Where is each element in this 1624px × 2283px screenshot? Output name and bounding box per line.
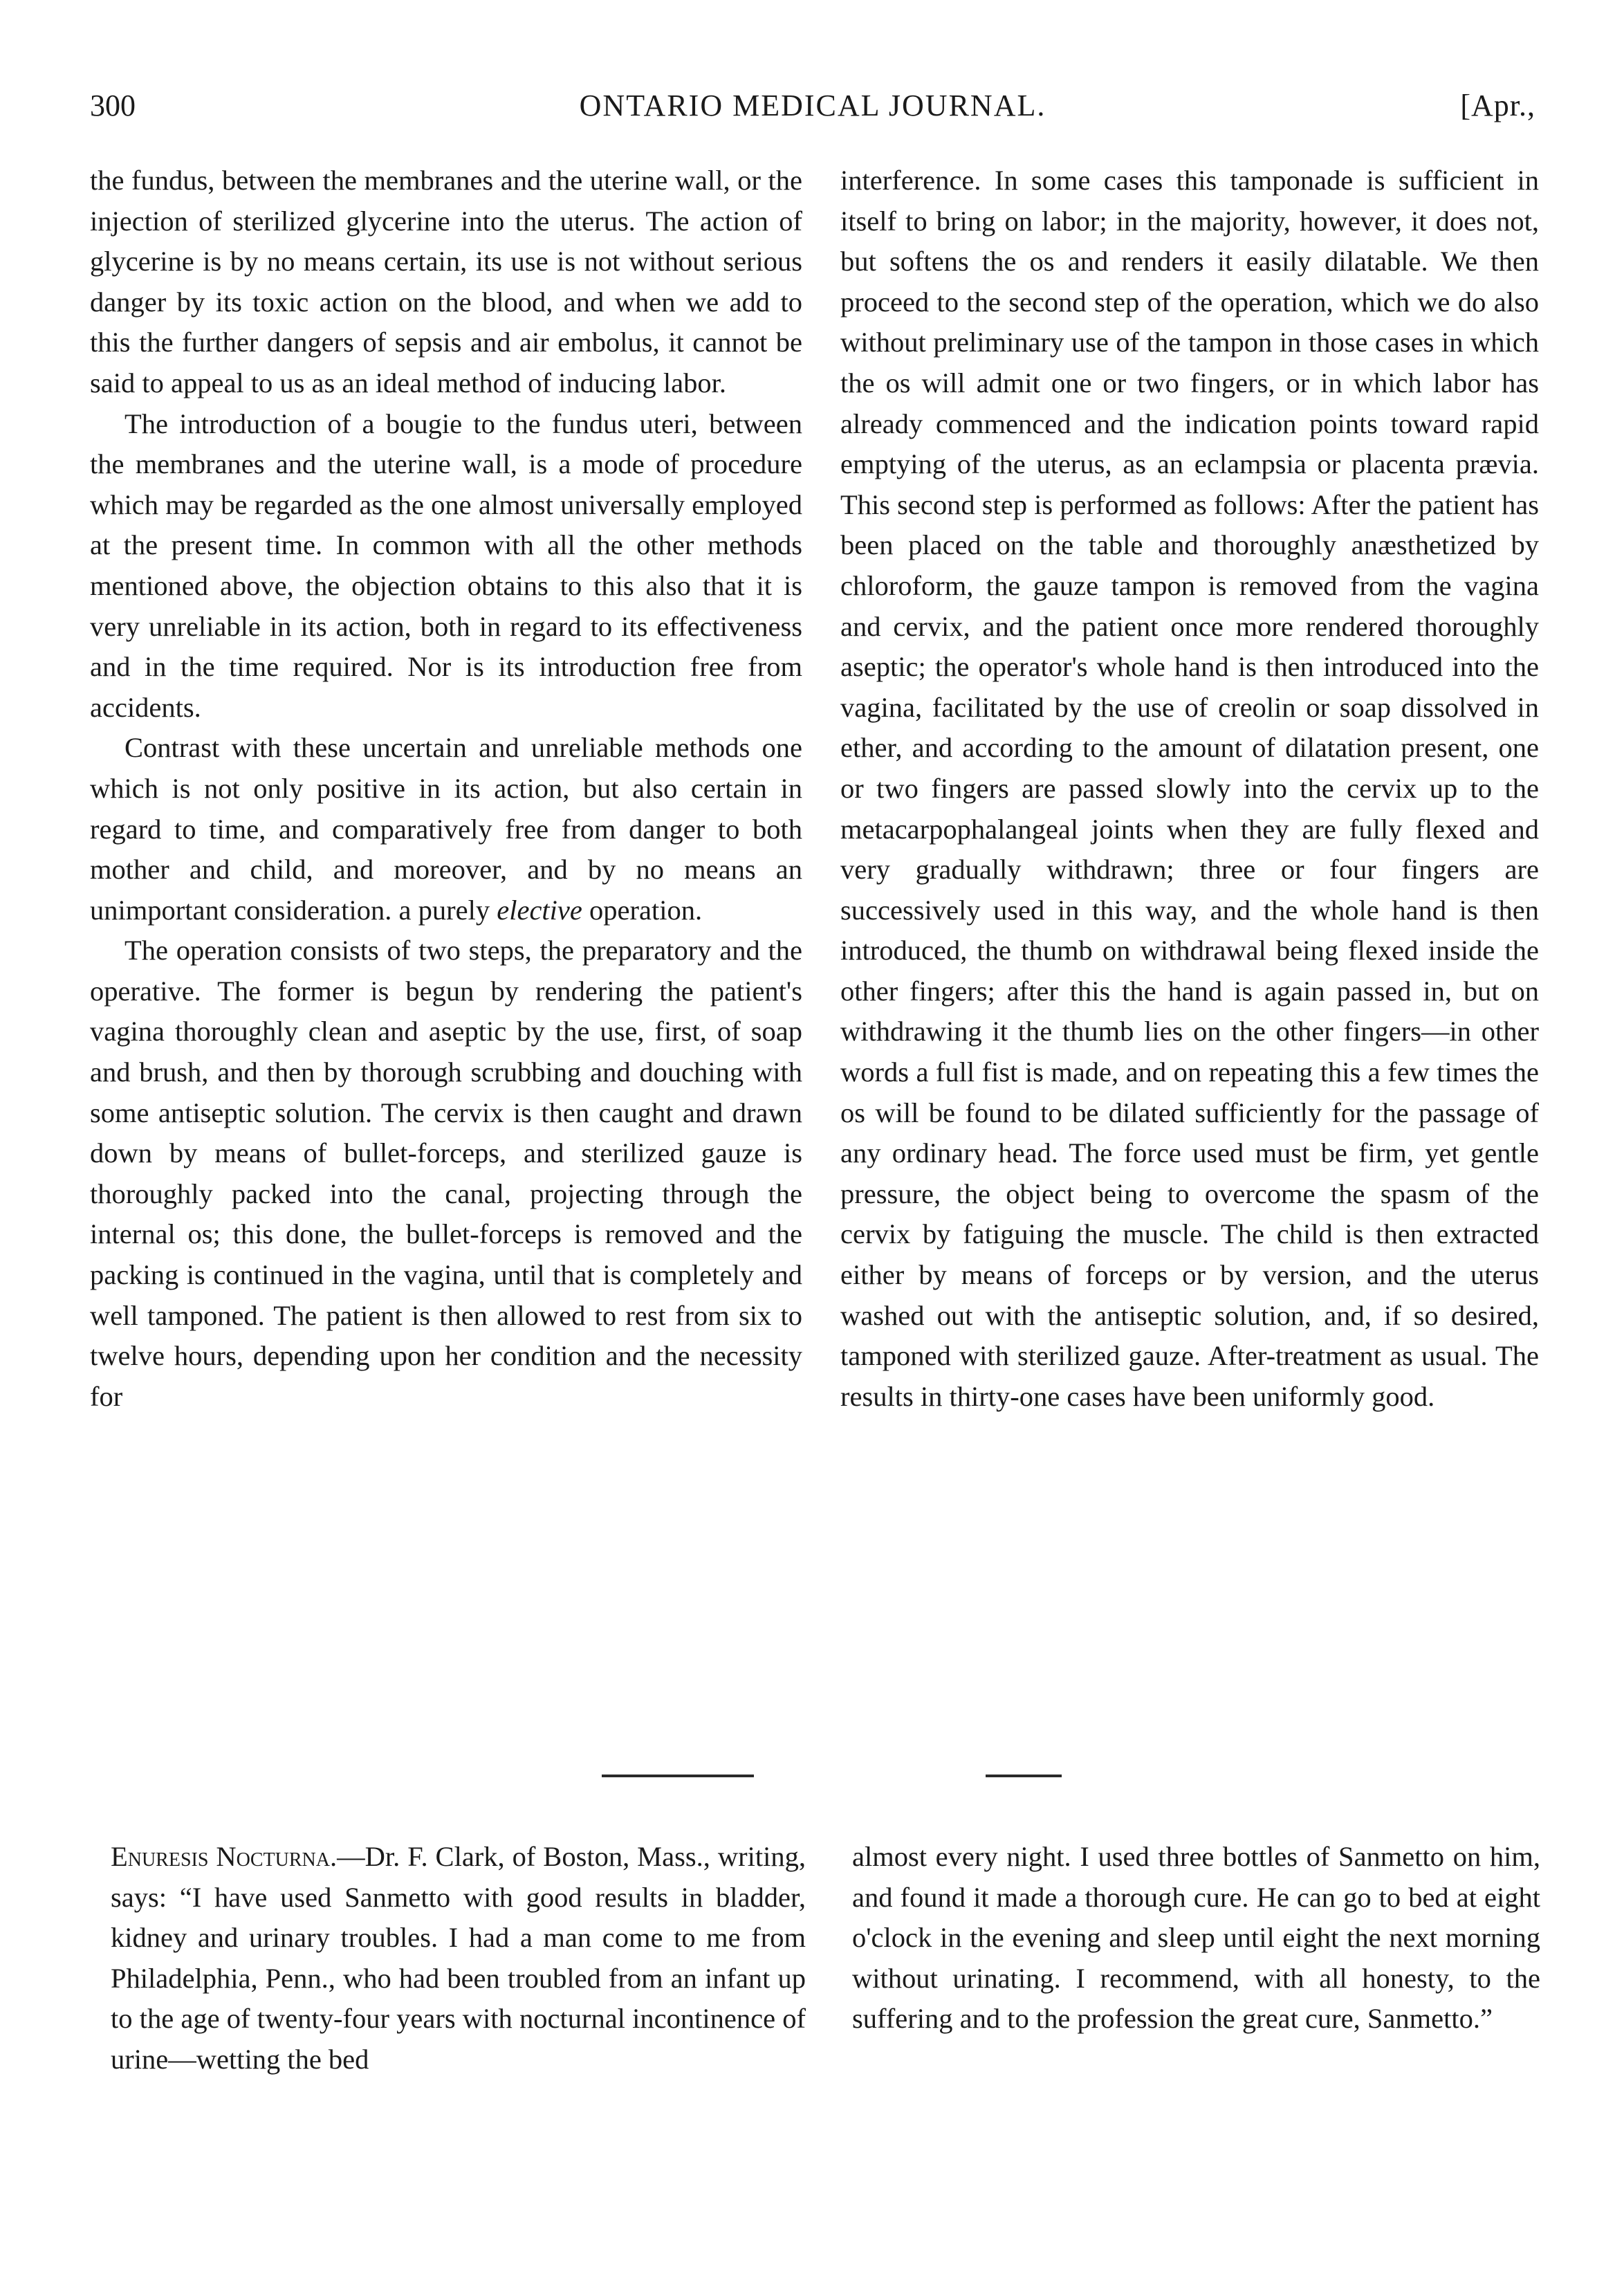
article-text: Contrast with these uncertain and unreliable methods one which is not only positive in its action, but also certain in regard to time, and comparatively free from danger to both mother and child, and moreover, and by no means an unimportant consideration. a purely [90,732,802,926]
article-text: operation. [582,894,703,926]
article-paragraph: The operation consists of two steps, the preparatory and the operative. The former is begun by rendering the patient's vagina thoroughly clean and aseptic by the use, first, of soap and brush, and then by thorough scrubbing and douching with some antiseptic solution. The cervix is then caught and drawn down by means of bullet-forceps, and sterilized gauze is thoroughly packed into the canal, projecting through the internal os; this done, the bullet-forceps is removed and the packing is continued in the vagina, until that is completely and well tamponed. The patient is then allowed to rest from six to twelve hours, depending upon her condition and the necessity for [90,935,802,1412]
running-head [90,82,1535,130]
notice-text: —Dr. F. Clark, of Boston, Mass., writing, says: “I have used Sanmetto with good results in bladder, kidney and urinary troubles. I had a man come to me from Philadelphia, Penn., who had been troubled from an infant up to the age of twenty-four years with nocturnal incontinence of urine—wetting the bed [111,1841,806,2075]
article-paragraph: interference. In some cases this tamponade is sufficient in itself to bring on labor; in the majority, however, it does not, but softens the os and renders it easily dilatable. We then proceed to the second step of the operation, which we do also without preliminary use of the tampon in those cases in which the os will admit one or two fingers, or in which labor has already commenced and the indication points toward rapid emptying of the uterus, as an eclampsia or placenta prævia. This second step is performed as follows: After the patient has been placed on the table and thoroughly anæsthetized by chloroform, the gauze tampon is removed from the vagina and cervix, and the patient once more rendered thoroughly aseptic; the operator's whole hand is then introduced into the vagina, facilitated by the use of creolin or soap dissolved in ether, and according to the amount of dilatation present, one or two fingers are passed slowly into the cervix up to the metacarpophalangeal joints when they are fully flexed and very gradually withdrawn; three or four fingers are successively used in this way, and the whole hand is then introduced, the thumb on withdrawal being flexed inside the other fingers; after this the hand is again passed in, but on withdrawing it the thumb lies on the other fingers—in other words a full fist is made, and on repeating this a few times the os will be found to be dilated sufficiently for the passage of any ordinary head. The force used must be firm, yet gentle pressure, the object being to overcome the spasm of the cervix by fatiguing the muscle. The child is then extracted either by means of forceps or by version, and the uterus washed out with the antiseptic solution, and, if so desired, tamponed with sterilized gauze. After-treatment as usual. The results in thirty-one cases have been uniformly good. [840,165,1540,1412]
notice-paragraph [111,1837,806,2080]
article-paragraph: The introduction of a bougie to the fundus uteri, between the membranes and the uterine wall, is a mode of procedure which may be regarded as the one almost universally employed at the present time. In common with all the other methods mentioned above, the objection obtains to this also that it is very unreliable in its action, both in regard to its effectiveness and in the time required. Nor is its introduction free from accidents. [90,407,802,723]
notice-right-column [852,1837,1540,2039]
section-divider [602,1775,754,1777]
article-paragraph [90,728,802,930]
notice-left-column [111,1837,806,2080]
issue-month: [Apr., [1460,89,1535,122]
page-number: 300 [90,89,136,122]
section-divider [986,1775,1062,1777]
article-left-column [90,161,802,1417]
notice-heading: Enuresis Nocturna. [111,1841,338,1872]
journal-title: ONTARIO MEDICAL JOURNAL. [579,89,1046,122]
article-right-column [840,161,1539,1417]
emphasis-text: elective [497,894,582,926]
article-paragraph: the fundus, between the membranes and the uterine wall, or the injection of sterilized glycerine into the uterus. The action of glycerine is by no means certain, its use is not without serious danger by its toxic action on the blood, and when we add to this the further dangers of sepsis and air embolus, it cannot be said to appeal to us as an ideal method of inducing labor. [90,165,802,398]
notice-paragraph: almost every night. I used three bottles of Sanmetto on him, and found it made a thorough cure. He can go to bed at eight o'clock in the evening and sleep until eight the next morning without urinating. I recommend, with all honesty, to the suffering and to the profession the great cure, Sanmetto.” [852,1841,1540,2035]
